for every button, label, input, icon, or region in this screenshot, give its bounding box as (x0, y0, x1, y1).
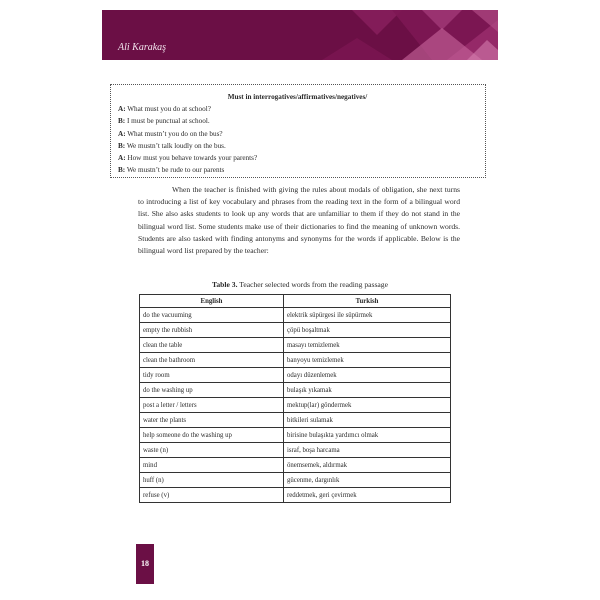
table-row (140, 323, 451, 338)
dialogue-line (118, 152, 477, 164)
english-cell: clean the table (140, 338, 284, 353)
english-cell: clean the bathroom (140, 353, 284, 368)
speaker-label: A: (118, 129, 126, 138)
table-row (140, 428, 451, 443)
table-row (140, 383, 451, 398)
english-cell: do the vacuuming (140, 308, 284, 323)
table-row (140, 443, 451, 458)
english-cell: help someone do the washing up (140, 428, 284, 443)
dialogue-line (118, 103, 477, 115)
english-cell: mind (140, 458, 284, 473)
english-cell: empty the rubbish (140, 323, 284, 338)
dialogue-text: We mustn’t talk loudly on the bus. (125, 141, 226, 150)
turkish-cell: bitkileri sulamak (284, 413, 451, 428)
turkish-cell: gücenme, dargınlık (284, 473, 451, 488)
table-caption (102, 280, 498, 289)
dialogue-line (118, 164, 477, 176)
turkish-cell: banyoyu temizlemek (284, 353, 451, 368)
dialogue-line (118, 128, 477, 140)
column-header-english: English (140, 295, 284, 308)
english-cell: huff (n) (140, 473, 284, 488)
table-row (140, 473, 451, 488)
english-cell: water the plants (140, 413, 284, 428)
author-name: Ali Karakaş (118, 42, 167, 53)
dialogue-line (118, 140, 477, 152)
page-number: 18 (136, 544, 154, 584)
turkish-cell: çöpü boşaltmak (284, 323, 451, 338)
table-row (140, 413, 451, 428)
speaker-label: B: (118, 117, 126, 126)
speaker-label: A: (118, 105, 126, 114)
turkish-cell: masayı temizlemek (284, 338, 451, 353)
table-row (140, 458, 451, 473)
table-header-row (140, 295, 451, 308)
table-row (140, 308, 451, 323)
table-caption-label: Table 3. (212, 280, 238, 289)
table-row (140, 338, 451, 353)
turkish-cell: israf, boşa harcama (284, 443, 451, 458)
dialogue-box-title: Must in interrogatives/affirmatives/negatives/ (227, 93, 368, 101)
dialogue-text: What mustn’t you do on the bus? (125, 129, 223, 138)
turkish-cell: birisine bulaşıkta yardımcı olmak (284, 428, 451, 443)
dialogue-text: I must be punctual at school. (125, 117, 210, 126)
english-cell: post a letter / letters (140, 398, 284, 413)
dialogue-text: We mustn’t be rude to our parents (125, 166, 225, 175)
turkish-cell: mektup(lar) göndermek (284, 398, 451, 413)
turkish-cell: bulaşık yıkamak (284, 383, 451, 398)
body-paragraph: When the teacher is finished with giving the rules about modals of obligation, she next turns to introducing a list of key vocabulary and phrases from the reading text in the form of a bilingual word list. She also asks students to look up any words that are unfamiliar to them if they do not stand in the bilingual word list. Some students make use of their dictionaries to find the meaning of unknown words. Students are also tasked with finding antonyms and synonyms for the words if applicable. Below is the bilingual word list prepared by the teacher: (138, 185, 460, 256)
table-caption-text: Teacher selected words from the reading passage (237, 280, 388, 289)
dialogue-box (110, 84, 486, 178)
dialogue-text: How must you behave towards your parents? (125, 154, 258, 163)
speaker-label: B: (118, 141, 126, 150)
page (102, 10, 498, 590)
table-row (140, 353, 451, 368)
word-list-table (139, 294, 451, 503)
speaker-label: B: (118, 166, 126, 175)
turkish-cell: odayı düzenlemek (284, 368, 451, 383)
turkish-cell: önemsemek, aldırmak (284, 458, 451, 473)
table-row (140, 488, 451, 503)
table-row (140, 398, 451, 413)
english-cell: refuse (v) (140, 488, 284, 503)
english-cell: do the washing up (140, 383, 284, 398)
dialogue-text: What must you do at school? (125, 105, 211, 114)
column-header-turkish: Turkish (284, 295, 451, 308)
turkish-cell: elektrik süpürgesi ile süpürmek (284, 308, 451, 323)
page-header (102, 10, 498, 60)
english-cell: waste (n) (140, 443, 284, 458)
english-cell: tidy room (140, 368, 284, 383)
speaker-label: A: (118, 154, 126, 163)
table-row (140, 368, 451, 383)
turkish-cell: reddetmek, geri çevirmek (284, 488, 451, 503)
dialogue-line (118, 115, 477, 127)
